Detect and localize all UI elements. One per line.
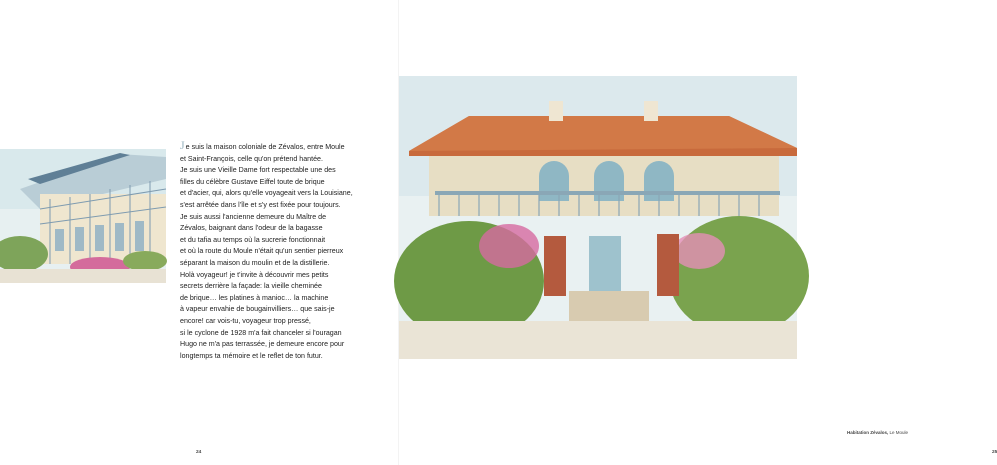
first-line-text: e suis la maison coloniale de Zévalos, entre Moule — [185, 143, 345, 151]
text-line: Zévalos, baignant dans l'odeur de la bagasse — [180, 224, 323, 233]
text-line: et du tafia au temps où la sucrerie fonctionnait — [180, 235, 326, 244]
text-line: et Saint-François, celle qu'on prétend hantée. — [180, 154, 323, 163]
drop-cap: J — [180, 138, 185, 152]
colonial-house-watercolor-small — [0, 149, 166, 283]
page-number-right: 25 — [992, 450, 997, 455]
text-line: séparant la maison du moulin et de la distillerie. — [180, 258, 330, 267]
caption-place: Le Moule — [889, 430, 909, 435]
text-line: filles du célèbre Gustave Eiffel toute de brique — [180, 177, 325, 186]
text-line: et où la route du Moule n'était qu'un sentier pierreux — [180, 247, 344, 256]
text-line: à vapeur envahie de bougainvilliers… que sais-je — [180, 305, 335, 314]
text-line: secrets derrière la façade: la vieille cheminée — [180, 282, 322, 291]
text-line: Hugo ne m'a pas terrassée, je demeure encore pour — [180, 340, 345, 349]
left-page — [0, 0, 398, 465]
page-number-left: 24 — [196, 450, 202, 455]
text-line: Je suis une Vieille Dame fort respectable une des — [180, 166, 336, 175]
text-line: Holà voyageur! je t'invite à découvrir mes petits — [180, 270, 329, 279]
text-line: si le cyclone de 1928 m'a fait chanceler si l'ouragan — [180, 328, 342, 337]
text-line: Je suis aussi l'ancienne demeure du Maître de — [180, 212, 327, 221]
illustration-caption — [847, 430, 908, 435]
text-line: et d'acier, qui, alors qu'elle voyageait vers la Louisiane, — [180, 189, 353, 198]
caption-title: Habitation Zévalos, — [847, 430, 889, 435]
text-line: encore! car vois-tu, voyageur trop pressé, — [180, 316, 311, 325]
poem-text-block — [180, 140, 380, 362]
text-line: s'est arrêtée dans l'île et s'y est fixée pour toujours. — [180, 200, 341, 209]
text-line: de brique… les platines à manioc… la machine — [180, 293, 329, 302]
habitation-zevalos-watercolor — [399, 76, 797, 359]
text-line: longtemps ta mémoire et le reflet de ton futur. — [180, 351, 323, 360]
text-line-first — [180, 140, 380, 154]
